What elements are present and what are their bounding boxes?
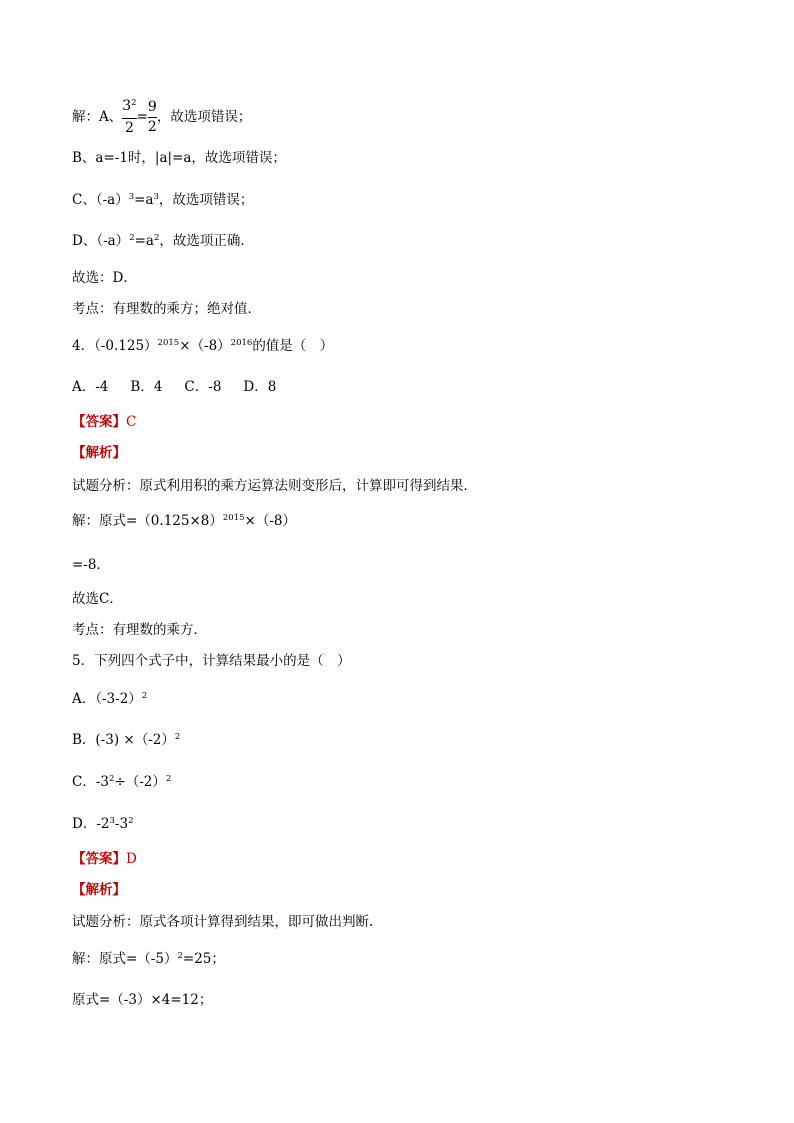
q5-sol1-sup: 2 [177,951,183,961]
q4-option-c: C．-8 [184,379,222,395]
solution-a-prefix: 解：A、 [72,109,123,125]
q5-analysis: 试题分析：原式各项计算得到结果，即可做出判断． [72,914,383,930]
answer-value: D [126,851,137,867]
q5-option-d [72,815,133,835]
fraction-9-over-2 [148,99,157,136]
solution-line-c [72,191,253,211]
sol-c-sup2: 3 [153,192,159,202]
q5-opt-c-mid: ÷（-2） [114,774,166,790]
frac1-num: 3 [122,98,132,114]
q4-kaodian: 考点：有理数的乘方． [72,622,207,638]
solution-a-suffix: ，故选项错误； [156,109,252,125]
sol-c-pre: C、（-a） [72,192,129,208]
q5-sol1-post: =25； [182,951,225,967]
sol-d-post: ，故选项正确． [159,233,254,249]
sol-c-post: ，故选项错误； [158,192,254,208]
q5-option-b [72,731,180,751]
q5-sol1-pre: 解：原式=（-5） [72,951,178,967]
q4-choose: 故选C． [72,591,123,607]
q5-opt-d-pre: D．-2 [72,816,110,832]
solution-line-b: B、a=-1时，|a|=a，故选项错误； [72,150,286,166]
q5-opt-c-pre: C．-3 [72,774,109,790]
q5-opt-b-pre: B．(-3) ×（-2） [72,732,175,748]
fraction-3sq-over-2 [122,98,136,137]
q4-stem-post: 的值是（ ） [252,338,334,354]
q4-sol1-sup: 2015 [222,513,245,523]
q5-opt-d-mid: -3 [114,816,129,832]
q4-analysis-label: 【解析】 [72,445,126,461]
kaodian-line: 考点：有理数的乘方；绝对值． [72,301,261,317]
question-5-stem: 5．下列四个式子中，计算结果最小的是（ ） [72,653,351,669]
q5-option-c [72,773,171,793]
q4-stem-sup1: 2015 [157,338,180,348]
q5-opt-c-sup2: 2 [165,774,172,784]
frac1-sup: 2 [131,98,137,108]
q5-opt-c-sup: 2 [108,774,115,784]
q5-opt-a-pre: A．（-3-2） [72,691,142,707]
sol-d-sup2: 2 [153,233,160,243]
q5-opt-d-sup2: 2 [128,816,134,826]
q4-solution-1 [72,512,296,532]
q5-opt-a-sup: 2 [141,691,148,701]
frac2-num: 9 [147,99,157,115]
q5-opt-d-sup: 3 [109,816,115,826]
frac-equals: = [136,109,148,125]
sol-d-sup: 2 [129,233,135,243]
q5-analysis-label: 【解析】 [72,882,126,898]
choose-line: 故选：D． [72,270,137,286]
question-4-options [72,378,298,396]
solution-line-d [72,232,254,252]
q4-option-b: B．4 [130,379,163,395]
question-4-stem [72,337,333,357]
q4-sol1-post: ×（-8） [244,513,296,529]
q5-answer [72,850,137,868]
q4-stem-sup2: 2016 [230,338,253,348]
sol-c-sup: 3 [128,192,135,202]
sol-d-mid: =a [134,233,154,249]
frac1-den: 2 [124,120,134,136]
q4-solution-2: =-8． [72,557,110,573]
sol-d-pre: D、（-a） [72,233,130,249]
q4-analysis: 试题分析：原式利用积的乘方运算法则变形后，计算即可得到结果． [72,478,477,494]
q5-option-a [72,690,147,710]
q4-option-a: A．-4 [72,379,109,395]
sol-c-mid: =a [134,192,154,208]
q4-answer [72,413,136,431]
solution-line-a [72,98,251,137]
answer-label: 【答案】 [72,414,126,430]
q5-opt-b-sup: 2 [174,732,181,742]
q4-option-d: D．8 [243,379,277,395]
frac2-den: 2 [147,119,157,135]
q4-sol1-pre: 解：原式=（0.125×8） [72,513,223,529]
answer-value: C [126,414,137,430]
answer-label: 【答案】 [72,851,126,867]
q5-solution-1 [72,950,225,970]
q5-solution-2: 原式=（-3）×4=12； [72,992,213,1008]
q4-stem-mid: ×（-8） [179,338,231,354]
q4-stem-pre: 4．（-0.125） [72,338,158,354]
